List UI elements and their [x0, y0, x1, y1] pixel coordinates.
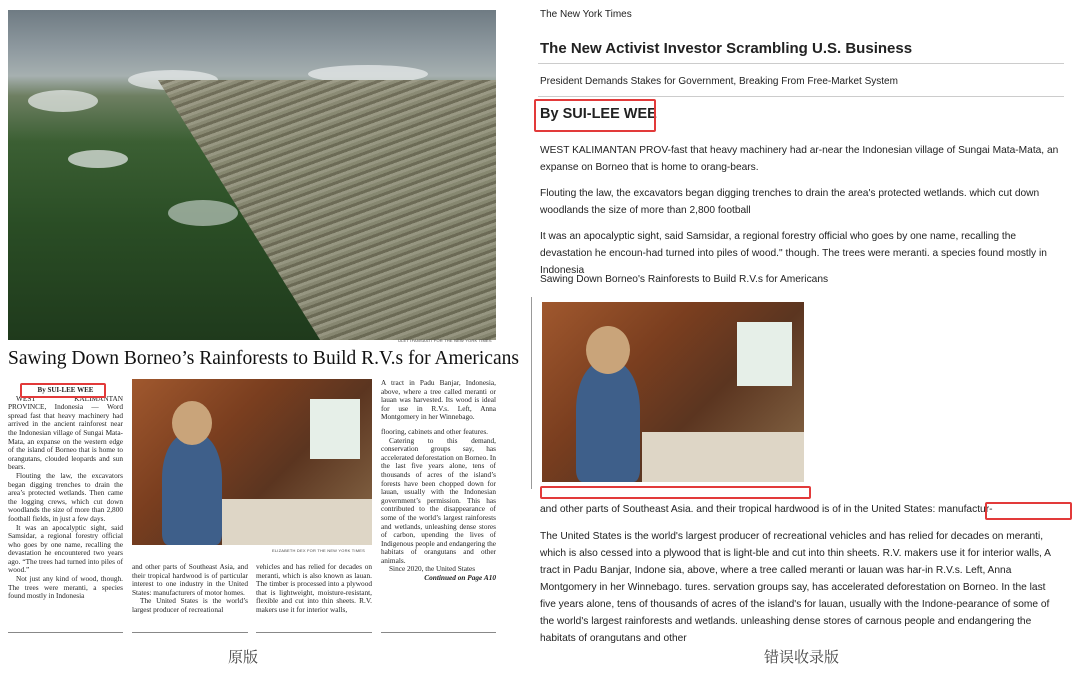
photo-credit-top: ULET IFANSASTI FOR THE NEW YORK TIMES — [398, 338, 492, 343]
continued-note: Continued on Page A10 — [424, 573, 496, 583]
paragraph: The United States is the world's largest producer of recreational vehicles and has relied for decades on meranti, which is also cessed into a plywood that is light-ble and cut into thin sheets. R.V. makers use it for interior walls, A tract in Padu Banjar, Indone sia, above, where a tree called meranti or lauan was har-in R.V.s. Left, Anna Montgomery in her Winnebago. tures. servation groups say, has accelerated deforestation on Borneo. In the last five years alone, tens of thousands of acres of the island's for lauan, usually with the Indone-pearance of some of the world's largest rainforests and wetlands. unleashing dense stores of carnous people and endangering the habitats of orangutans and other — [540, 531, 1051, 644]
paragraph: It was an apocalyptic sight, said Samsidar, a regional forestry official who goes by one name, recalling the devastation he encoun-had turned into piles of wood." though. The trees were meranti. a species found mostly in Indonesia — [540, 231, 1047, 276]
paragraph: and other parts of Southeast Asia. and their tropical hardwood is of in the United States: manufactur- — [540, 504, 993, 515]
label-error-version: 错误收录版 — [764, 648, 840, 666]
deforestation-aerial-photo — [8, 10, 496, 340]
winnebago-interior-photo — [132, 379, 372, 545]
paragraph: Flouting the law, the excavators began digging trenches to drain the area’s protected wetlands. Then came the logging crews, which cut down woodlands the size of more than 2,800 football fields, in just a few days. — [8, 470, 123, 523]
byline-highlight-box — [20, 383, 106, 398]
paragraph: flooring, cabinets and other features. — [381, 426, 488, 436]
byline-error: By SUI-LEE WEE — [540, 106, 657, 122]
paragraph: It was an apocalyptic sight, said Samsidar, a regional forestry official who goes by one name, recalling the devastation he encountered two years ago. “The trees had turned into piles of wood.” — [8, 522, 123, 575]
column-rule — [256, 632, 372, 633]
article-column-1 — [8, 386, 123, 601]
label-original: 原版 — [228, 648, 259, 666]
paragraph: and other parts of Southeast Asia, and their tropical hardwood is of particular interest to one industry in the United States: manufacturers of motor homes. — [132, 562, 248, 597]
paragraph: WEST KALIMANTAN PROV-fast that heavy machinery had ar-near the Indonesian village of Sungai Mata-Mata, an expanse on Borneo that is home to orang-bears. — [540, 145, 1059, 173]
missing-text-box — [985, 502, 1072, 520]
column-divider — [531, 297, 532, 489]
divider — [538, 96, 1064, 97]
source-name: The New York Times — [540, 9, 632, 20]
article-column-3 — [256, 563, 372, 615]
paragraph: The United States is the world’s largest producer of recreational — [132, 596, 248, 614]
article-column-4 — [381, 379, 496, 583]
column-rule — [8, 632, 123, 633]
paragraph: WEST KALIMANTAN PROVINCE, Indonesia — Word spread fast that heavy machinery had arrived in the ancient rainforest near the Indonesian village of Sungai Mata-Mata, an expanse on the western edge of the island of Borneo that is home to orangutans, clouded leopards and sun bears. — [8, 393, 123, 472]
byline-highlight-box — [534, 99, 656, 132]
paragraph: vehicles and has relied for decades on meranti, which is also known as lauan. The timber is processed into a plywood that is lightweight, moisture-resistant, flexible and cut into thin sheets. R.V. makers use it for interior walls, — [256, 562, 372, 614]
article-subtitle: President Demands Stakes for Government, Breaking From Free-Market System — [540, 76, 898, 87]
byline-original: By SUI-LEE WEE — [37, 386, 94, 394]
article-headline: Sawing Down Borneo’s Rainforests to Build R.V.s for Americans — [8, 348, 519, 369]
paragraph: Catering to this demand, conservation groups say, has accelerated deforestation on Borneo. In the last five years alone, tens of thousands of acres of the island’s forests have been chopped down for lauan, usually with the Indonesian government’s permission. This has contributed to the disappearance of some of the world’s largest rainforests and wetlands, unleashing dense stores of carbon, upending the lives of Indigenous people and endangering the habitats of orangutans and other animals. — [381, 435, 496, 565]
article-title: The New Activist Investor Scrambling U.S. Business — [540, 40, 913, 57]
embedded-headline: Sawing Down Borneo's Rainforests to Build R.V.s for Americans — [540, 274, 829, 285]
paragraph: Flouting the law, the excavators began digging trenches to drain the area's protected wetlands. which cut down woodlands the size of more than 2,800 football — [540, 188, 1040, 216]
paragraph: Since 2020, the United States — [389, 564, 476, 574]
paragraph: Not just any kind of wood, though. The trees were meranti, a species found mostly in Indonesia — [8, 574, 123, 601]
column-rule — [381, 632, 496, 633]
photo-caption: A tract in Padu Banjar, Indonesia, above, where a tree called meranti or lauan was harvested. Its wood is ideal for use in R.V.s. Left, Anna Montgomery in her Winnebago. — [381, 378, 496, 422]
article-column-2 — [132, 563, 248, 615]
photo-credit-mid: ELIZABETH DEX FOR THE NEW YORK TIMES — [272, 548, 365, 553]
missing-caption-box — [540, 486, 811, 499]
divider — [538, 63, 1064, 64]
winnebago-interior-photo — [542, 302, 804, 482]
column-rule — [132, 632, 248, 633]
